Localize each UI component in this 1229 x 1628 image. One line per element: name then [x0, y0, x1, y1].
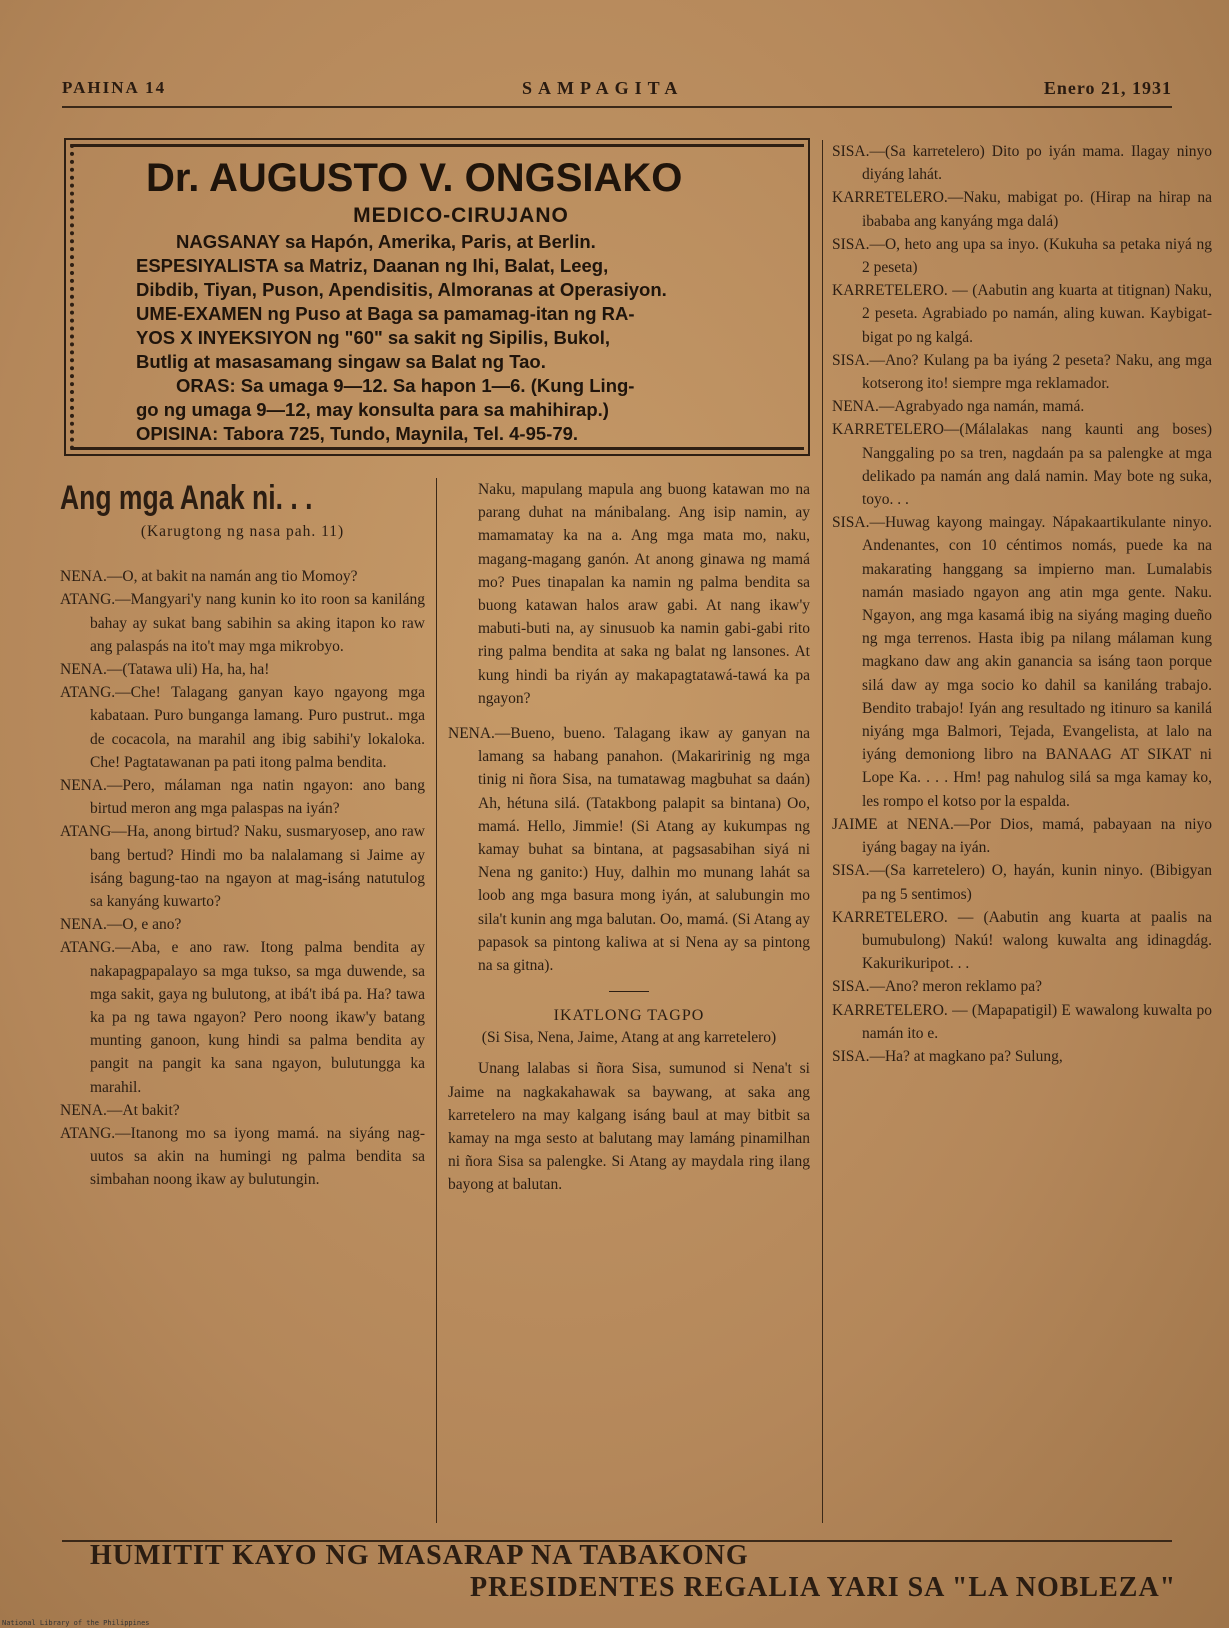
footer-ad-line-1: HUMITIT KAYO NG MASARAP NA TABAKONG: [90, 1540, 749, 1571]
ad-line: OPISINA: Tabora 725, Tundo, Maynila, Tel. 4-95-79.: [136, 423, 579, 444]
scene-note: (Si Sisa, Nena, Jaime, Atang at ang karretelero): [481, 1029, 777, 1047]
dialogue-line: SISA.—(Sa karretelero) O, hayán, kunin ninyo. (Bibigyan pa ng 5 sentimos): [832, 862, 1212, 903]
column-rule: [822, 140, 823, 1523]
dialogue-line: ATANG.—Che! Talagang ganyan kayo ngayong mga kabataan. Puro bunganga lamang. Puro pustrut.. mga de cocacola, na marahil ang ibig sabihi'y lokaloka. Che! Pagtatawanan pa pati itong palma bendita.: [60, 684, 425, 771]
dialogue-line: NENA.—O, e ano?: [60, 916, 182, 934]
ad-doctor-name: Dr. AUGUSTO V. ONGSIAKO: [146, 156, 683, 200]
dialogue-line: KARRETELERO. — (Aabutin ang kuarta at paalis na bumubulong) Nakú! walong kuwalta ang idinagdág. Kakurikuripot. . .: [832, 908, 1212, 973]
ad-specialty: MEDICO-CIRUJANO: [353, 204, 569, 227]
library-credit: National Library of the Philippines: [2, 1619, 150, 1627]
ad-lines: [136, 230, 786, 446]
dialogue-line: KARRETELERO—(Málalakas nang kaunti ang boses) Nanggaling po sa tren, nagdaán pa sa palengke at mga delikado pa namán ang dalá namin. May bote ng suka, toyo. . .: [832, 421, 1212, 509]
publication-name: SAMPAGITA: [522, 78, 684, 98]
doctor-advertisement: [64, 138, 810, 456]
dialogue-line: SISA.—Ha? at magkano pa? Sulung,: [832, 1047, 1063, 1065]
dialogue-line: ATANG—Ha, anong birtud? Naku, susmaryosep, ano raw bang bertud? Hindi mo ba nalalamang si Jaime ay isáng bagung-tao na ngayon at mag-isáng natutulog sa kanyáng kuwarto?: [60, 823, 425, 911]
ad-line: UME-EXAMEN ng Puso at Baga sa pamamag-itan ng RA-: [136, 303, 635, 324]
ad-line: ESPESIYALISTA sa Matriz, Daanan ng Ihi, Balat, Leeg,: [136, 255, 609, 276]
dialogue-line: NENA.—(Tatawa uli) Ha, ha, ha!: [60, 661, 270, 679]
footer-ad-line-2: PRESIDENTES REGALIA YARI SA "LA NOBLEZA": [470, 1572, 1177, 1603]
column-rule: [436, 478, 437, 1523]
dialogue-line: NENA.—At bakit?: [60, 1101, 180, 1119]
section-divider: [609, 991, 649, 992]
story-column-3: [832, 140, 1212, 1068]
issue-date: Enero 21, 1931: [1043, 78, 1172, 98]
ad-line: Butlig at masasamang singaw sa Balat ng Tao.: [136, 351, 546, 372]
ad-line: go ng umaga 9—12, may konsulta para sa mahihirap.): [136, 399, 609, 420]
dialogue-line: KARRETELERO. — (Mapapatigil) E wawalong kuwalta po namán ito e.: [832, 1001, 1212, 1042]
dialogue-line: NENA.—O, at bakit na namán ang tio Momoy?: [60, 568, 358, 586]
dialogue-line: KARRETELERO.—Naku, mabigat po. (Hirap na hirap na ibababa ang kanyáng mga dalá): [832, 189, 1212, 230]
dialogue-line: SISA.—Huwag kayong maingay. Nápakaartikulante ninyo. Andenantes, con 10 céntimos nomás, puede ka na makarating hanggang sa impierno man. Lumalabis namán masiado ngayon ang atin mga gente. Naku. Ngayon, ang mga kasamá ibig na siyáng maging dueño ng mga terrenos. Hasta ibig pa nilang málaman kung magkano daw ang akin ganancia sa isáng taon porque silá daw ay mga socio ko dahil sa kaniláng trabajo. Bendito trabajo! Iyán ang resultado ng itinuro sa kanilá niyáng mga Balmori, Tejada, Evangelista, at lalo na iyáng demoniong libro na BANAAG AT SIKAT ni Lope Ka. . . . Hm! pag nahulog silá sa mga kamay ko, les rompo el kotso por la espalda.: [832, 514, 1212, 810]
dialogue-line: ATANG.—Mangyari'y nang kunin ko ito roon sa kaniláng bahay ay sukat bang sabihin sa aking itapon ko raw ang palaspás na ito't may mga mikrobyo.: [60, 591, 425, 655]
dialogue-line: ATANG.—Aba, e ano raw. Itong palma bendita ay nakapagpapalayo sa mga tukso, sa mga duwende, sa mga sakit, gaya ng bulutong, at ibá't ibá pa. Ha? tawa ka pa ng tawa ngayon? Pero noong ikaw'y batang munting ganoon, kung hindi sa palma bendita ay pangit na pangit ka sana ngayon, bulutungga ka marahil.: [60, 939, 425, 1096]
page-number: PAHINA 14: [62, 78, 167, 97]
ad-line: ORAS: Sa umaga 9—12. Sa hapon 1—6. (Kung Ling-: [176, 375, 635, 396]
dialogue-line: JAIME at NENA.—Por Dios, mamá, pabayaan na niyo iyáng bagay na iyán.: [832, 815, 1212, 857]
dialogue-line: SISA.—(Sa karretelero) Dito po iyán mama. Ilagay ninyo diyáng lahát.: [832, 143, 1212, 184]
story-column-2: [448, 478, 810, 1197]
story-title: Ang mga Anak ni. . .: [60, 479, 313, 517]
scene-title: IKATLONG TAGPO: [553, 1007, 705, 1025]
ad-line: NAGSANAY sa Hapón, Amerika, Paris, at Berlin.: [176, 231, 596, 252]
scene-text: Unang lalabas si ñora Sisa, sumunod si Nena't si Jaime na nagkakahawak sa baywang, at saka ang karretelero na may kalgang isáng baul at may bitbit sa kamay na mga sesto at balutang may lamáng pinamilhan ni ñora Sisa sa palengke. Si Atang ay maydala ring ilang bayong at balutan.: [448, 1060, 810, 1194]
story-continued-note: (Karugtong ng nasa pah. 11): [140, 523, 345, 540]
dialogue-line: ATANG.—Itanong mo sa iyong mamá. na siyáng nag-uutos sa akin na humingi ng palma bendita sa simbahan noong ikaw ay bulutungin.: [60, 1125, 425, 1189]
ad-line: YOS X INYEKSIYON ng "60" sa sakit ng Sipilis, Bukol,: [136, 327, 610, 348]
story-column-1: [60, 478, 425, 1192]
page-header: [62, 78, 1172, 108]
dialogue-line: SISA.—O, heto ang upa sa inyo. (Kukuha sa petaka niyá ng 2 peseta): [832, 235, 1212, 277]
dialogue-line: NENA.—Agrabyado nga namán, mamá.: [832, 398, 1085, 416]
dialogue-continuation: Naku, mapulang mapula ang buong katawan mo na parang duhat na mánibalang. Ang isip namin, ay mamamatay ka na a. Ang mga mata mo, naku, magang-magang ganón. At anong ginawa ng mamá mo? Pues tinapalan ka namin ng palma bendita sa buong katawan halos araw gabi. At nang ikaw'y mabuti-buti na, ay sinusuob ka namin gabi-gabi rito ring palma bendita at saka ng balat ng lansones. At kung hindi ba riyán ay makapagtatawá-tawá ka pa ngayon?: [478, 481, 810, 707]
ad-line: Dibdib, Tiyan, Puson, Apendisitis, Almoranas at Operasiyon.: [136, 279, 667, 300]
dialogue-line: KARRETELERO. — (Aabutin ang kuarta at titignan) Naku, 2 peseta. Agrabiado po namán, aling kuwan. Kaybigat-bigat po ng kalgá.: [832, 282, 1212, 346]
dialogue-line: SISA.—Ano? Kulang pa ba iyáng 2 peseta? Naku, ang mga kotserong ito! siempre mga reklamador.: [832, 351, 1212, 393]
dialogue-line: NENA.—Pero, málaman nga natin ngayon: ano bang birtud meron ang mga palaspas na iyán?: [60, 777, 425, 818]
dialogue-line: SISA.—Ano? meron reklamo pa?: [832, 978, 1043, 996]
dialogue-line: NENA.—Bueno, bueno. Talagang ikaw ay ganyan na lamang sa habang panahon. (Makaririnig ng mga tinig ni ñora Sisa, na tumatawag magbuhat sa daán) Ah, hétuna silá. (Tatakbong palapit sa bintana) Oo, mamá. Hello, Jimmie! (Si Atang ay kukumpas ng kamay buhat sa bintana, at pagsasabihan siyá ni Nena ng ganito:) Huy, dalhin mo munang lahát sa loob ang mga basura mong iyán, at salubungin mo sila't kunin ang mga balutan. Oo, mamá. (Si Atang ay papasok sa pintong kaliwa at si Nena ay sa pintong na sa gitna).: [448, 725, 810, 975]
